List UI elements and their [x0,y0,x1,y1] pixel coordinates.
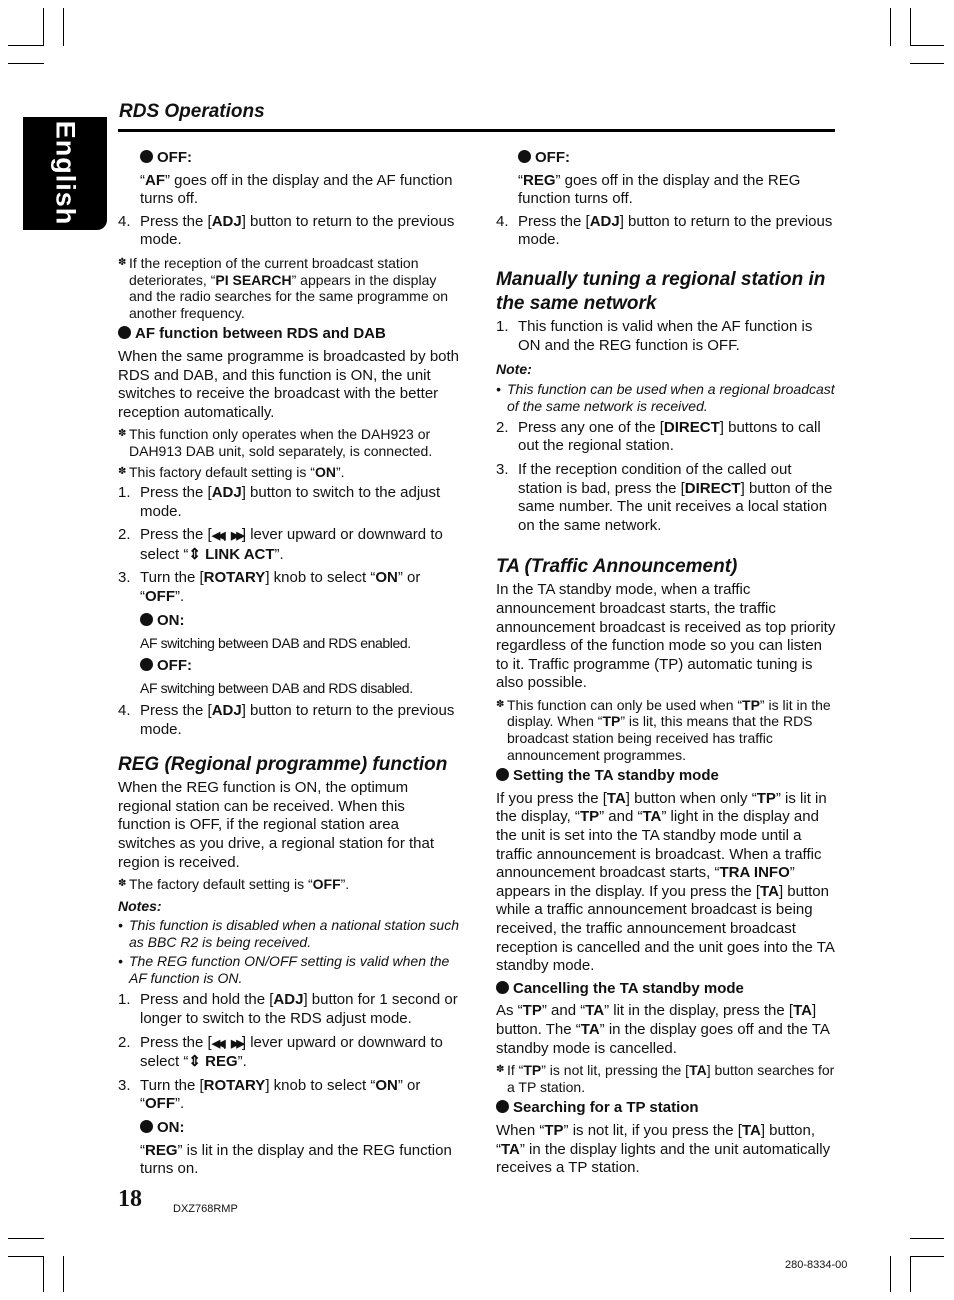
crop-mark [43,1256,44,1292]
subheading-cancelling-ta: Cancelling the TA standby mode [496,980,838,999]
asterisk-note: ✽ If “TP” is not lit, pressing the [TA] button searches for a TP station. [496,1062,835,1095]
crop-mark [8,63,44,64]
paragraph: If you press the [TA] button when only “TP” is lit in the display, “TP” and “TA” light in the display and the unit is set into the TA standby mode until a traffic announcement is broadcast. When a traffic announcement broadcast starts, “TRA INFO” appears in the display. If you press the [TA] button while a traffic announcement broadcast is being received, the traffic announcement broadcast reception is cancelled and the unit goes into the TA standby mode. [496,789,835,975]
up-down-arrow-icon: ⇕ [188,545,201,563]
bullet-dot [140,658,153,671]
paragraph: As “TP” and “TA” lit in the display, press the [TA] button. The “TA” in the display goes off and the TA standby mode is cancelled. [496,1002,829,1057]
step-item: 4. Press the [ADJ] button to return to the previous mode. [118,212,455,249]
step-item: 4. Press the [ADJ] button to return to the previous mode. [496,212,833,249]
language-tab [23,117,107,230]
paragraph: “REG” goes off in the display and the REG function turns off. [518,171,801,208]
step-item: 1. Press and hold the [ADJ] button for 1 second or longer to switch to the RDS adjust mode. [118,991,458,1027]
document-number: 280-8334-00 [785,1259,848,1271]
step-item: 1. Press the [ADJ] button to switch to the adjust mode. [118,484,441,520]
bullet-on: ON: [118,612,460,631]
bullet-dot [140,1120,153,1133]
crop-mark [8,1256,44,1257]
step-item: 4. Press the [ADJ] button to return to the previous mode. [118,702,455,738]
paragraph: AF switching between DAB and RDS enabled. [140,635,411,652]
paragraph: “REG” is lit in the display and the REG function turns on. [140,1141,452,1178]
bullet-dot [140,150,153,163]
step-item: 3. Turn the [ROTARY] knob to select “ON” or “OFF”. [118,569,421,606]
notes-label: Notes: [118,897,162,914]
step-item: 1. This function is valid when the AF function is ON and the REG function is OFF. [496,317,813,354]
asterisk-note: ✽ The factory default setting is “OFF”. [118,876,350,893]
paragraph: “AF” goes off in the display and the AF function turns off. [140,171,453,208]
crop-mark [910,1256,911,1292]
crop-mark [8,45,44,46]
heading-reg: REG (Regional programme) function [118,754,448,776]
step-item: 2. Press any one of the [DIRECT] buttons to call out the regional station. [496,418,821,455]
section-rule [118,129,835,132]
bullet-dot [496,1100,509,1113]
crop-mark [63,1256,64,1292]
left-column [118,145,460,1183]
bullet-dot [118,326,131,339]
heading-manual-tuning: Manually tuning a regional station in the same network [496,268,826,314]
note-item: • This function is disabled when a national station such as BBC R2 is being received. [118,917,459,951]
bullet-on: ON: [118,1119,460,1138]
asterisk-note: ✽ This factory default setting is “ON”. [118,463,345,480]
up-down-arrow-icon: ⇕ [188,1053,201,1071]
skip-forward-icon: ▶▶ [230,1037,242,1050]
crop-mark [63,8,64,46]
step-item: 2. Press the [◀◀, ▶▶] lever upward or downward to select “⇕ REG”. [118,1033,443,1071]
heading-ta: TA (Traffic Announcement) [496,556,738,578]
crop-mark [910,63,944,64]
page-number: 18 [118,1186,142,1212]
note-item: • This function can be used when a regional broadcast of the same network is received. [496,380,835,414]
step-item: 3. If the reception condition of the called out station is bad, press the [DIRECT] button of the same number. The unit receives a local station on the same network. [496,460,833,534]
section-title: RDS Operations [119,101,265,122]
crop-mark [890,8,891,46]
paragraph: When the REG function is ON, the optimum regional station can be received. When this function is OFF, if the regional station area switches as you drive, a regional station for that region is received. [118,779,434,871]
skip-back-icon: ◀◀ [211,530,223,543]
bullet-dot [496,768,509,781]
crop-mark [890,1256,891,1292]
asterisk-note: ✽ This function only operates when the DAH923 or DAH913 DAB unit, sold separately, is connected. [118,426,433,459]
bullet-off: OFF: [118,657,460,676]
note-label: Note: [496,361,532,378]
model-number: DXZ768RMP [173,1203,238,1215]
skip-back-icon: ◀◀ [211,1037,223,1050]
paragraph: In the TA standby mode, when a traffic announcement broadcast starts, the traffic announcement broadcast is received as top priority regardless of the function mode so you can listen to it. Traffic programme (TP) automatic tuning is also possible. [496,581,836,692]
bullet-dot [518,150,531,163]
bullet-dot [140,613,153,626]
paragraph: AF switching between DAB and RDS disabled. [140,680,413,697]
subheading-searching-tp: Searching for a TP station [496,1099,838,1118]
crop-mark [43,8,44,46]
bullet-dot [496,981,509,994]
crop-mark [910,1256,944,1257]
crop-mark [910,8,911,46]
bullet-off: OFF: [496,149,838,168]
language-tab-label: English [50,120,81,226]
paragraph: When “TP” is not lit, if you press the [TA] button, “TA” in the display lights and the unit automatically receives a TP station. [496,1121,831,1177]
subheading-af-dab: AF function between RDS and DAB [118,325,460,344]
skip-forward-icon: ▶▶ [230,530,242,543]
step-item: 2. Press the [◀◀, ▶▶] lever upward or downward to select “⇕ LINK ACT”. [118,526,443,563]
bullet-off: OFF: [118,149,460,168]
asterisk-note: ✽ If the reception of the current broadcast station deteriorates, “PI SEARCH” appears in the display and the radio searches for the same programme on another frequency. [118,254,449,321]
asterisk-note: ✽ This function can only be used when “TP” is lit in the display. When “TP” is lit, this means that the RDS broadcast station being received has traffic announcement programmes. [496,696,831,763]
right-column [496,145,838,1182]
crop-mark [8,1238,44,1239]
paragraph: When the same programme is broadcasted by both RDS and DAB, and this function is ON, the unit switches to receive the broadcast with the better reception automatically. [118,347,460,421]
subheading-setting-ta: Setting the TA standby mode [496,767,838,786]
crop-mark [910,45,944,46]
note-item: • The REG function ON/OFF setting is valid when the AF function is ON. [118,953,450,987]
crop-mark [910,1238,944,1239]
step-item: 3. Turn the [ROTARY] knob to select “ON” or “OFF”. [118,1076,421,1113]
